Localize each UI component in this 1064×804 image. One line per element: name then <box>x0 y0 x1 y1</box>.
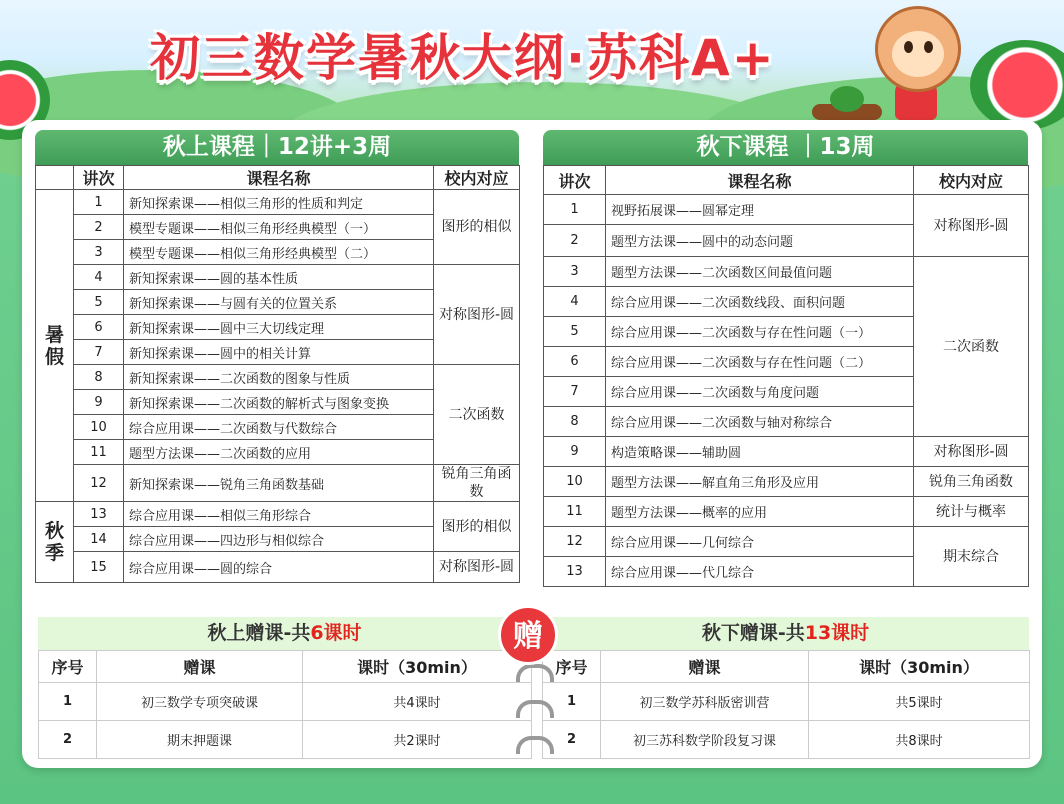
lecture-number: 3 <box>544 257 606 287</box>
column-header: 讲次 <box>544 166 606 195</box>
table-header-row <box>39 651 532 683</box>
course-name: 视野拓展课——圆幂定理 <box>606 195 914 225</box>
table-row <box>544 527 1029 557</box>
bonus-number: 2 <box>39 721 97 759</box>
lecture-number: 3 <box>74 240 124 265</box>
column-header: 校内对应 <box>434 166 520 190</box>
monkey-mascot <box>875 6 961 92</box>
table-row <box>544 467 1029 497</box>
school-mapping: 锐角三角函数 <box>914 467 1029 497</box>
course-name: 综合应用课——二次函数与存在性问题（二） <box>606 347 914 377</box>
school-mapping: 对称图形-圆 <box>434 265 520 365</box>
course-name: 综合应用课——二次函数与角度问题 <box>606 377 914 407</box>
table-row <box>39 683 532 721</box>
binder-ring-icon <box>516 736 554 754</box>
table-header-row <box>544 166 1029 195</box>
bonus-right-header <box>542 617 1029 650</box>
lecture-number: 1 <box>544 195 606 225</box>
column-header: 序号 <box>39 651 97 683</box>
bonus-hours: 共2课时 <box>303 721 532 759</box>
season-label-summer <box>36 190 74 502</box>
table-row <box>544 437 1029 467</box>
course-name: 新知探索课——圆的基本性质 <box>124 265 434 290</box>
course-name: 新知探索课——圆中的相关计算 <box>124 340 434 365</box>
autumn-second-course-table <box>543 165 1029 587</box>
bonus-hours: 共4课时 <box>303 683 532 721</box>
lecture-number: 5 <box>74 290 124 315</box>
left-table-header: 秋上课程｜12讲+3周 <box>35 130 519 165</box>
table-row <box>543 721 1030 759</box>
school-mapping: 图形的相似 <box>434 190 520 265</box>
course-name: 新知探索课——二次函数的解析式与图象变换 <box>124 390 434 415</box>
lecture-number: 10 <box>544 467 606 497</box>
lecture-number: 7 <box>544 377 606 407</box>
column-header: 讲次 <box>74 166 124 190</box>
right-table-header: 秋下课程 ｜13周 <box>543 130 1028 165</box>
binder-ring-icon <box>516 664 554 682</box>
season-label-autumn <box>36 502 74 583</box>
table-row <box>36 465 520 502</box>
lecture-number: 14 <box>74 527 124 552</box>
table-header-row <box>543 651 1030 683</box>
lecture-number: 13 <box>544 557 606 587</box>
column-header: 课时（30min） <box>303 651 532 683</box>
bonus-right-title: 秋下赠课-共 <box>701 622 805 644</box>
course-name: 题型方法课——二次函数的应用 <box>124 440 434 465</box>
page-title: 初三数学暑秋大纲·苏科A+ <box>150 29 776 87</box>
column-header: 课程名称 <box>606 166 914 195</box>
column-header: 课时（30min） <box>809 651 1030 683</box>
course-name: 新知探索课——二次函数的图象与性质 <box>124 365 434 390</box>
lecture-number: 12 <box>544 527 606 557</box>
column-header: 校内对应 <box>914 166 1029 195</box>
course-name: 题型方法课——二次函数区间最值问题 <box>606 257 914 287</box>
table-row <box>36 502 520 527</box>
course-name: 新知探索课——相似三角形的性质和判定 <box>124 190 434 215</box>
table-header-row <box>36 166 520 190</box>
lecture-number: 2 <box>74 215 124 240</box>
lecture-number: 10 <box>74 415 124 440</box>
bonus-number: 1 <box>39 683 97 721</box>
table-row <box>36 190 520 215</box>
course-name: 综合应用课——二次函数与存在性问题（一） <box>606 317 914 347</box>
autumn-first-course-table <box>35 165 520 583</box>
column-header: 课程名称 <box>124 166 434 190</box>
lecture-number: 4 <box>74 265 124 290</box>
lecture-number: 15 <box>74 552 124 583</box>
course-name: 综合应用课——圆的综合 <box>124 552 434 583</box>
table-row <box>544 195 1029 225</box>
bonus-course: 初三苏科数学阶段复习课 <box>601 721 809 759</box>
course-name: 题型方法课——解直角三角形及应用 <box>606 467 914 497</box>
course-name: 综合应用课——几何综合 <box>606 527 914 557</box>
table-row <box>544 497 1029 527</box>
lecture-number: 8 <box>74 365 124 390</box>
course-name: 新知探索课——与圆有关的位置关系 <box>124 290 434 315</box>
lecture-number: 8 <box>544 407 606 437</box>
bonus-course: 初三数学苏科版密训营 <box>601 683 809 721</box>
season-text: 暑假 <box>44 323 64 368</box>
lecture-number: 11 <box>74 440 124 465</box>
blank-header-cell <box>36 166 74 190</box>
bonus-right-count: 13课时 <box>804 622 870 644</box>
course-name: 综合应用课——代几综合 <box>606 557 914 587</box>
column-header: 序号 <box>543 651 601 683</box>
school-mapping: 对称图形-圆 <box>914 437 1029 467</box>
lecture-number: 6 <box>544 347 606 377</box>
school-mapping: 对称图形-圆 <box>914 195 1029 257</box>
bonus-left-table <box>38 650 532 759</box>
school-mapping-text: 锐角三角函数 <box>441 466 512 500</box>
bonus-course: 初三数学专项突破课 <box>97 683 303 721</box>
lecture-number: 6 <box>74 315 124 340</box>
lecture-number: 13 <box>74 502 124 527</box>
mascot-face <box>892 31 944 77</box>
school-mapping <box>434 465 520 502</box>
bonus-course: 期末押题课 <box>97 721 303 759</box>
gift-badge-icon: 赠 <box>498 605 558 665</box>
table-row <box>36 552 520 583</box>
table-row <box>36 265 520 290</box>
lecture-number: 5 <box>544 317 606 347</box>
course-name: 综合应用课——二次函数线段、面积问题 <box>606 287 914 317</box>
course-name: 综合应用课——相似三角形综合 <box>124 502 434 527</box>
school-mapping: 对称图形-圆 <box>434 552 520 583</box>
course-name: 综合应用课——二次函数与代数综合 <box>124 415 434 440</box>
mascot-eye <box>904 41 913 53</box>
lecture-number: 4 <box>544 287 606 317</box>
column-header: 赠课 <box>97 651 303 683</box>
lecture-number: 9 <box>74 390 124 415</box>
lecture-number: 11 <box>544 497 606 527</box>
course-name: 模型专题课——相似三角形经典模型（一） <box>124 215 434 240</box>
course-name: 新知探索课——锐角三角函数基础 <box>124 465 434 502</box>
bonus-left-title: 秋上赠课-共 <box>207 622 311 644</box>
bonus-left-count: 6课时 <box>310 622 362 644</box>
bonus-right-table <box>542 650 1030 759</box>
lecture-number: 2 <box>544 225 606 257</box>
bonus-left-header <box>38 617 531 650</box>
school-mapping: 二次函数 <box>914 257 1029 437</box>
table-row <box>36 365 520 390</box>
course-name: 综合应用课——二次函数与轴对称综合 <box>606 407 914 437</box>
mascot-eye <box>924 41 933 53</box>
lecture-number: 9 <box>544 437 606 467</box>
course-name: 题型方法课——概率的应用 <box>606 497 914 527</box>
course-name: 模型专题课——相似三角形经典模型（二） <box>124 240 434 265</box>
binder-ring-icon <box>516 700 554 718</box>
lecture-number: 7 <box>74 340 124 365</box>
lecture-number: 1 <box>74 190 124 215</box>
bonus-hours: 共5课时 <box>809 683 1030 721</box>
course-name: 新知探索课——圆中三大切线定理 <box>124 315 434 340</box>
table-row <box>544 257 1029 287</box>
table-row <box>39 721 532 759</box>
course-name: 题型方法课——圆中的动态问题 <box>606 225 914 257</box>
lecture-number: 12 <box>74 465 124 502</box>
school-mapping: 统计与概率 <box>914 497 1029 527</box>
bonus-hours: 共8课时 <box>809 721 1030 759</box>
bonus-number: 2 <box>543 721 601 759</box>
column-header: 赠课 <box>601 651 809 683</box>
bonus-number: 1 <box>543 683 601 721</box>
season-text: 秋季 <box>44 520 64 564</box>
course-name: 综合应用课——四边形与相似综合 <box>124 527 434 552</box>
course-name: 构造策略课——辅助圆 <box>606 437 914 467</box>
table-row <box>543 683 1030 721</box>
school-mapping: 期末综合 <box>914 527 1029 587</box>
school-mapping: 图形的相似 <box>434 502 520 552</box>
school-mapping: 二次函数 <box>434 365 520 465</box>
